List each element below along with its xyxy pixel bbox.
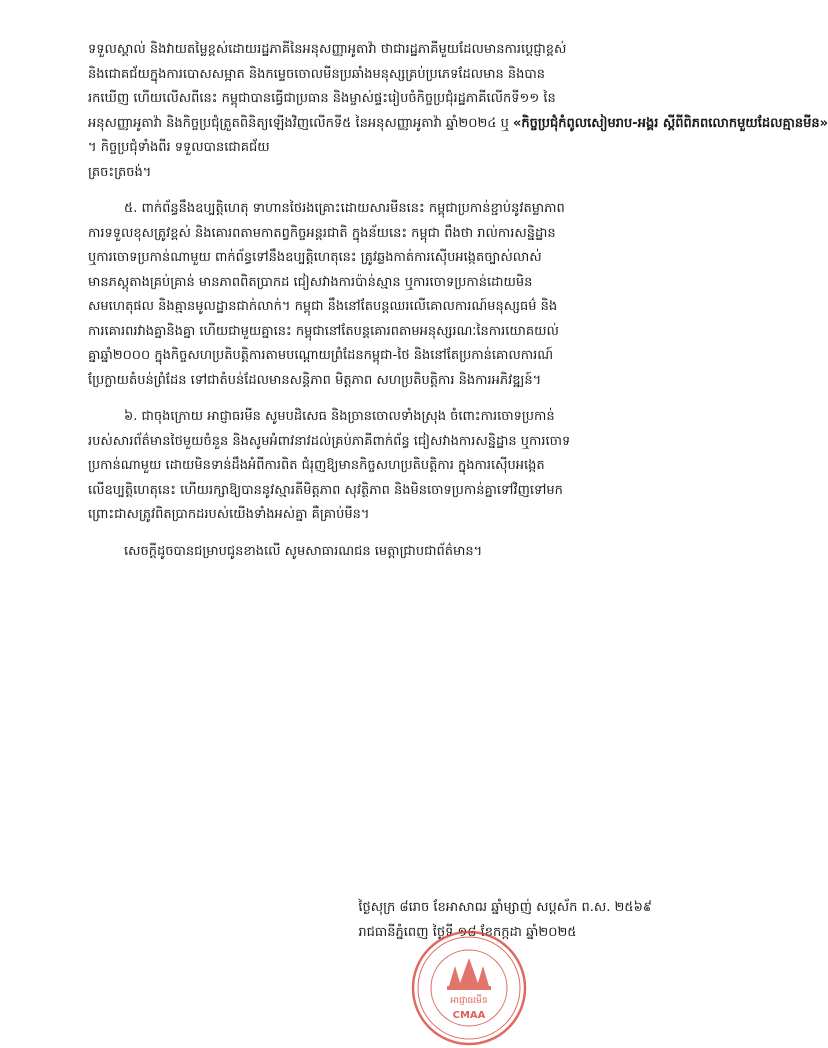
text-line: ការគោរពរវាងគ្នានិងគ្នា ហើយជាមួយគ្នានេះ កម្ពុជានៅតែបន្តគោរពតាមអនុស្សរណៈនៃការយោគយល់	[88, 323, 559, 339]
text-line: មានភស្តុតាងគ្រប់គ្រាន់ មានភាពពិតប្រាកដ ជៀសវាងការប៉ាន់ស្មាន ឬការចោទប្រកាន់ដោយមិន	[88, 274, 533, 290]
text-line: ៥. ពាក់ព័ន្ធនឹងឧប្បត្តិហេតុ ទាហានថៃរងគ្រោះដោយសារមីននេះ កម្ពុជាប្រកាន់ខ្ជាប់នូវតម្លាភាព	[124, 201, 565, 216]
text-line: និងជោគជ័យក្នុងការបោសសម្អាត និងកម្ទេចចោលមីនប្រឆាំងមនុស្សគ្រប់ប្រភេទដែលមាន និងបាន	[88, 66, 545, 82]
text-line: ។ កិច្ចប្រជុំទាំងពីរ ទទួលបានជោគជ័យ	[88, 140, 270, 155]
text-line: គ្នាឆ្នាំ២០០០ ក្នុងកិច្ចសហប្រតិបត្តិការតាមបណ្តោយព្រំដែនកម្ពុជា-ថៃ និងនៅតែប្រកាន់គោលការណ៍	[88, 348, 554, 363]
intro-paragraph	[88, 38, 828, 185]
closing-statement	[88, 540, 660, 565]
text-line: ៦. ជាចុងក្រោយ អាជ្ញាធរមីន សូមបដិសេធ និងច្រានចោលទាំងស្រុង ចំពោះការចោទប្រកាន់	[124, 409, 555, 424]
seal-abbreviation: CMAA	[452, 1010, 486, 1021]
text-line: លើឧប្បត្តិហេតុនេះ ហើយរក្សាឱ្យបាននូវស្មារតីមិត្តភាព សុវត្ថិភាព និងមិនចោទប្រកាន់គ្នាទៅវិញទៅមក	[88, 482, 563, 498]
text-line: ប្រកាន់ណាមួយ ដោយមិនទាន់ដឹងអំពីការពិត ជំរុញឱ្យមានកិច្ចសហប្រតិបត្តិការ ក្នុងការស៊ើបអង្កេត	[88, 458, 545, 473]
body-text	[88, 38, 828, 564]
lunar-date: ថ្ងៃសុក្រ ៨រោច ខែអាសាឍ ឆ្នាំម្សាញ់ សប្តស័ក ព.ស. ២៥៦៩	[358, 900, 652, 915]
paragraph-5	[88, 197, 660, 393]
text-line: រកឃើញ ហើយលើសពីនេះ កម្ពុជាបានធ្វើជាប្រធាន និងម្ចាស់ផ្ទះរៀបចំកិច្ចប្រជុំរដ្ឋភាគីលើកទី១១ នៃ	[88, 91, 556, 106]
seal-khmer-text: អាជ្ញាធរមីន	[450, 996, 488, 1006]
text-line: ការទទួលខុសត្រូវខ្ពស់ និងគោរពតាមកាតព្វកិច្ចអន្តរជាតិ ក្នុងន័យនេះ កម្ពុជា ពឹងថា រាល់ការសន្និដ្ឋាន	[88, 225, 556, 241]
paragraph-6	[88, 405, 660, 528]
text-line: របស់សារព័ត៌មានថៃមួយចំនួន និងសូមអំពាវនាវដល់គ្រប់ភាគីពាក់ព័ន្ធ ជៀសវាងការសន្និដ្ឋាន ឬការចោទ	[88, 433, 571, 449]
text-line: ត្រចះត្រចង់។	[88, 164, 152, 180]
text-line: ប្រែក្លាយតំបន់ព្រំដែន ទៅជាតំបន់ដែលមានសន្តិភាព មិត្តភាព សហប្រតិបត្តិការ និងការអភិវឌ្ឍន៍។	[88, 372, 542, 388]
text-line: ទទួលស្គាល់ និងវាយតម្លៃខ្ពស់ដោយរដ្ឋភាគីនៃអនុសញ្ញាអូតាវ៉ា ថាជារដ្ឋភាគីមួយដែលមានការប្តេជ្ញាខ្ពស់	[88, 42, 567, 57]
text-segment: អនុសញ្ញាអូតាវ៉ា និងកិច្ចប្រជុំត្រួតពិនិត្យឡើងវិញលើកទី៥ នៃអនុសញ្ញាអូតាវ៉ា ឆ្នាំ២០២៤ ឬ	[88, 115, 509, 131]
solar-date: រាជធានីភ្នំពេញ ថ្ងៃទី ១៨ ខែកក្កដា ឆ្នាំ២០២៥	[358, 924, 577, 940]
text-line: ព្រោះជាសត្រូវពិតប្រាកដរបស់យើងទាំងអស់គ្នា គឺគ្រាប់មីន។	[88, 507, 370, 522]
closing-line: សេចក្តីដូចបានជម្រាបជូនខាងលើ សូមសាធារណជន មេត្តាជ្រាបជាព័ត៌មាន។	[124, 543, 483, 559]
text-line: សមហេតុផល និងគ្មានមូលដ្ឋានជាក់លាក់។ កម្ពុជា នឹងនៅតែបន្តឈរលើគោលការណ៍មនុស្សធម៌ និង	[88, 299, 558, 314]
text-line	[88, 112, 828, 137]
official-seal-stamp	[409, 928, 529, 1048]
summit-title-bold: «កិច្ចប្រជុំកំពូលសៀមរាប-អង្គរ ស្តីពីពិភពលោកមួយដែលគ្មានមីន»	[513, 115, 828, 131]
text-line: ឬការចោទប្រកាន់ណាមួយ ពាក់ព័ន្ធទៅនឹងឧប្បត្តិហេតុនេះ ត្រូវឆ្លងកាត់ការស៊ើបអង្កេតច្បាស់លាស់	[88, 250, 542, 265]
temple-emblem-icon	[447, 958, 491, 990]
